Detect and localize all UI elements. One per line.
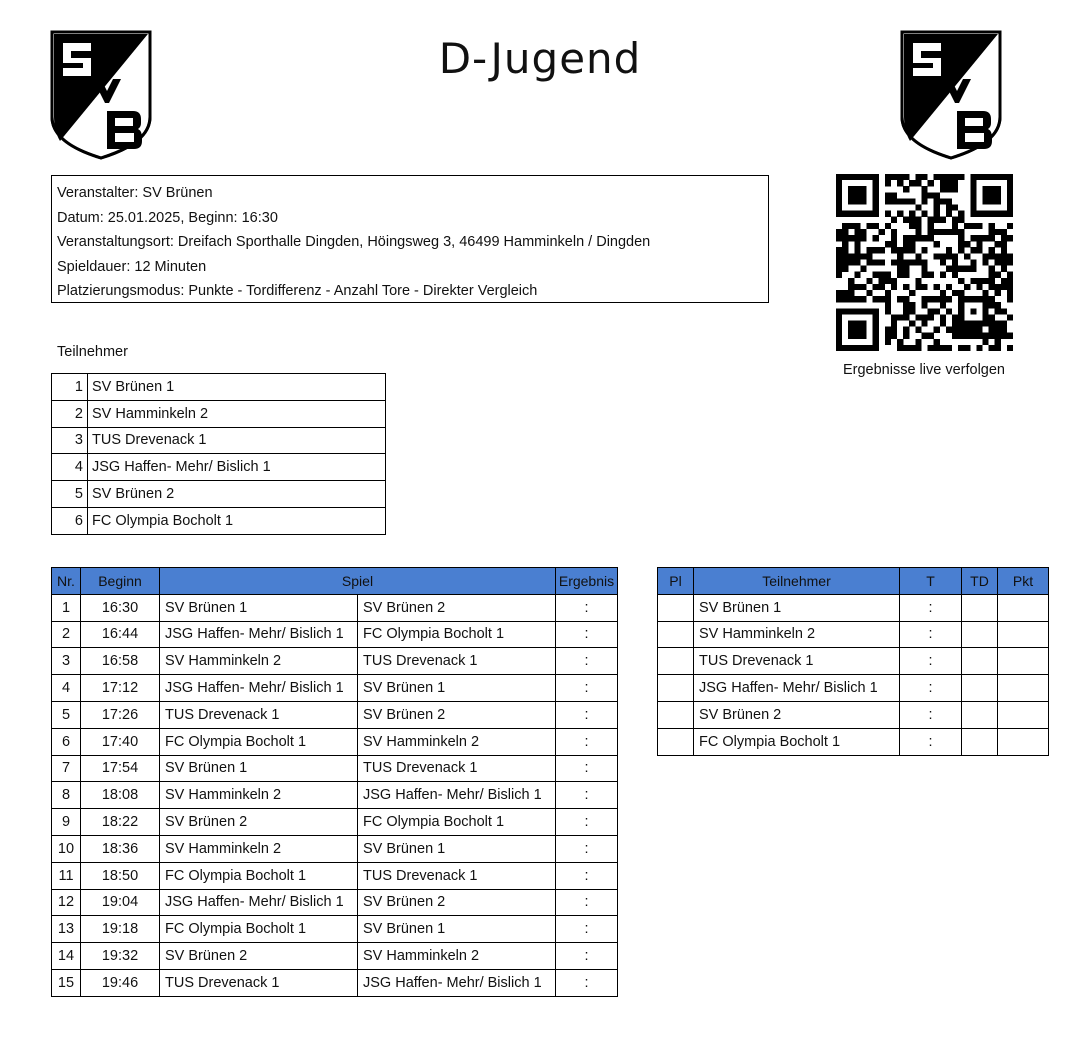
game-result: :	[556, 889, 618, 916]
away-team: FC Olympia Bocholt 1	[358, 809, 556, 836]
game-number: 7	[52, 755, 81, 782]
game-result: :	[556, 916, 618, 943]
home-team: JSG Haffen- Mehr/ Bislich 1	[160, 675, 358, 702]
participants-table	[51, 373, 386, 535]
game-time: 19:18	[81, 916, 160, 943]
info-date: Datum: 25.01.2025, Beginn: 16:30	[57, 209, 278, 226]
game-number: 5	[52, 701, 81, 728]
away-team: SV Hamminkeln 2	[358, 943, 556, 970]
participant-name: JSG Haffen- Mehr/ Bislich 1	[88, 454, 386, 481]
game-number: 9	[52, 809, 81, 836]
game-number: 6	[52, 728, 81, 755]
game-time: 18:36	[81, 835, 160, 862]
event-info-box	[51, 175, 769, 303]
participant-number: 6	[52, 507, 88, 534]
schedule-row	[52, 835, 618, 862]
away-team: SV Brünen 1	[358, 916, 556, 943]
col-team: Teilnehmer	[694, 568, 900, 595]
game-number: 2	[52, 621, 81, 648]
game-time: 18:22	[81, 809, 160, 836]
col-game: Spiel	[160, 568, 556, 595]
game-result: :	[556, 809, 618, 836]
col-result: Ergebnis	[556, 568, 618, 595]
standing-team: FC Olympia Bocholt 1	[694, 728, 900, 755]
standings-row	[658, 648, 1049, 675]
col-goals: T	[900, 568, 962, 595]
standing-goal-diff	[962, 594, 998, 621]
col-nr: Nr.	[52, 568, 81, 595]
standings-row	[658, 701, 1049, 728]
standings-table	[657, 567, 1049, 756]
schedule-row	[52, 916, 618, 943]
participant-row	[52, 427, 386, 454]
game-time: 18:50	[81, 862, 160, 889]
game-number: 10	[52, 835, 81, 862]
standing-place	[658, 648, 694, 675]
standing-goal-diff	[962, 621, 998, 648]
participant-name: TUS Drevenack 1	[88, 427, 386, 454]
participant-number: 3	[52, 427, 88, 454]
home-team: TUS Drevenack 1	[160, 701, 358, 728]
game-time: 16:44	[81, 621, 160, 648]
col-points: Pkt	[998, 568, 1049, 595]
game-result: :	[556, 755, 618, 782]
qr-code-icon	[836, 174, 1013, 351]
participant-row	[52, 374, 386, 401]
standings-row	[658, 621, 1049, 648]
game-time: 18:08	[81, 782, 160, 809]
standing-goals: :	[900, 728, 962, 755]
home-team: FC Olympia Bocholt 1	[160, 916, 358, 943]
col-begin: Beginn	[81, 568, 160, 595]
away-team: TUS Drevenack 1	[358, 648, 556, 675]
game-number: 12	[52, 889, 81, 916]
participant-number: 4	[52, 454, 88, 481]
standings-row	[658, 728, 1049, 755]
away-team: TUS Drevenack 1	[358, 755, 556, 782]
standing-goals: :	[900, 701, 962, 728]
game-result: :	[556, 969, 618, 996]
home-team: TUS Drevenack 1	[160, 969, 358, 996]
participants-label: Teilnehmer	[57, 344, 128, 360]
schedule-row	[52, 701, 618, 728]
standing-goals: :	[900, 621, 962, 648]
schedule-row	[52, 755, 618, 782]
schedule-row	[52, 621, 618, 648]
game-result: :	[556, 701, 618, 728]
participant-row	[52, 400, 386, 427]
schedule-row	[52, 675, 618, 702]
away-team: FC Olympia Bocholt 1	[358, 621, 556, 648]
game-time: 19:04	[81, 889, 160, 916]
standing-goals: :	[900, 648, 962, 675]
game-number: 14	[52, 943, 81, 970]
info-venue: Veranstaltungsort: Dreifach Sporthalle Dingden, Höingsweg 3, 46499 Hamminkeln / Dingden	[57, 234, 651, 250]
away-team: TUS Drevenack 1	[358, 862, 556, 889]
participant-name: SV Brünen 2	[88, 481, 386, 508]
standing-goal-diff	[962, 648, 998, 675]
home-team: FC Olympia Bocholt 1	[160, 728, 358, 755]
game-time: 16:58	[81, 648, 160, 675]
home-team: SV Hamminkeln 2	[160, 835, 358, 862]
standing-team: JSG Haffen- Mehr/ Bislich 1	[694, 675, 900, 702]
game-time: 19:32	[81, 943, 160, 970]
schedule-table	[51, 567, 618, 997]
schedule-row	[52, 862, 618, 889]
standing-place	[658, 728, 694, 755]
away-team: SV Brünen 1	[358, 675, 556, 702]
standing-goals: :	[900, 594, 962, 621]
participant-row	[52, 507, 386, 534]
standing-points	[998, 621, 1049, 648]
schedule-row	[52, 728, 618, 755]
standing-team: SV Brünen 1	[694, 594, 900, 621]
game-result: :	[556, 648, 618, 675]
info-organizer: Veranstalter: SV Brünen	[57, 185, 213, 201]
standing-goal-diff	[962, 701, 998, 728]
away-team: JSG Haffen- Mehr/ Bislich 1	[358, 782, 556, 809]
game-result: :	[556, 728, 618, 755]
schedule-row	[52, 889, 618, 916]
club-logo-right	[899, 29, 1003, 161]
away-team: SV Hamminkeln 2	[358, 728, 556, 755]
participant-row	[52, 481, 386, 508]
standing-points	[998, 728, 1049, 755]
standing-points	[998, 675, 1049, 702]
away-team: SV Brünen 1	[358, 835, 556, 862]
game-time: 17:54	[81, 755, 160, 782]
game-number: 15	[52, 969, 81, 996]
col-goal-diff: TD	[962, 568, 998, 595]
info-ranking-mode: Platzierungsmodus: Punkte - Tordifferenz - Anzahl Tore - Direkter Vergleich	[57, 283, 538, 299]
standings-row	[658, 594, 1049, 621]
page-title: D-Jugend	[438, 34, 642, 83]
game-time: 16:30	[81, 594, 160, 621]
game-number: 1	[52, 594, 81, 621]
game-time: 17:12	[81, 675, 160, 702]
away-team: SV Brünen 2	[358, 889, 556, 916]
away-team: SV Brünen 2	[358, 594, 556, 621]
game-time: 17:40	[81, 728, 160, 755]
participant-name: SV Brünen 1	[88, 374, 386, 401]
home-team: SV Brünen 2	[160, 809, 358, 836]
game-time: 17:26	[81, 701, 160, 728]
participant-name: FC Olympia Bocholt 1	[88, 507, 386, 534]
game-result: :	[556, 675, 618, 702]
standing-team: TUS Drevenack 1	[694, 648, 900, 675]
game-number: 11	[52, 862, 81, 889]
standing-points	[998, 701, 1049, 728]
game-result: :	[556, 594, 618, 621]
game-result: :	[556, 943, 618, 970]
game-time: 19:46	[81, 969, 160, 996]
game-number: 4	[52, 675, 81, 702]
participant-number: 2	[52, 400, 88, 427]
standings-row	[658, 675, 1049, 702]
standing-goals: :	[900, 675, 962, 702]
standing-team: SV Brünen 2	[694, 701, 900, 728]
game-result: :	[556, 835, 618, 862]
game-number: 8	[52, 782, 81, 809]
participant-row	[52, 454, 386, 481]
qr-caption: Ergebnisse live verfolgen	[842, 362, 1005, 378]
schedule-row	[52, 943, 618, 970]
home-team: JSG Haffen- Mehr/ Bislich 1	[160, 621, 358, 648]
home-team: SV Hamminkeln 2	[160, 648, 358, 675]
schedule-row	[52, 969, 618, 996]
home-team: SV Brünen 1	[160, 594, 358, 621]
game-number: 13	[52, 916, 81, 943]
game-result: :	[556, 862, 618, 889]
standing-points	[998, 594, 1049, 621]
standing-goal-diff	[962, 675, 998, 702]
standing-place	[658, 621, 694, 648]
home-team: JSG Haffen- Mehr/ Bislich 1	[160, 889, 358, 916]
schedule-row	[52, 809, 618, 836]
away-team: JSG Haffen- Mehr/ Bislich 1	[358, 969, 556, 996]
standing-points	[998, 648, 1049, 675]
standing-place	[658, 701, 694, 728]
home-team: SV Hamminkeln 2	[160, 782, 358, 809]
participant-number: 5	[52, 481, 88, 508]
schedule-row	[52, 648, 618, 675]
game-number: 3	[52, 648, 81, 675]
qr-code[interactable]	[836, 174, 1013, 351]
standing-team: SV Hamminkeln 2	[694, 621, 900, 648]
schedule-row	[52, 594, 618, 621]
home-team: SV Brünen 1	[160, 755, 358, 782]
home-team: FC Olympia Bocholt 1	[160, 862, 358, 889]
standing-place	[658, 675, 694, 702]
standing-goal-diff	[962, 728, 998, 755]
col-place: Pl	[658, 568, 694, 595]
standing-place	[658, 594, 694, 621]
game-result: :	[556, 782, 618, 809]
participant-name: SV Hamminkeln 2	[88, 400, 386, 427]
participant-number: 1	[52, 374, 88, 401]
schedule-row	[52, 782, 618, 809]
home-team: SV Brünen 2	[160, 943, 358, 970]
info-duration: Spieldauer: 12 Minuten	[57, 258, 207, 275]
game-result: :	[556, 621, 618, 648]
away-team: SV Brünen 2	[358, 701, 556, 728]
